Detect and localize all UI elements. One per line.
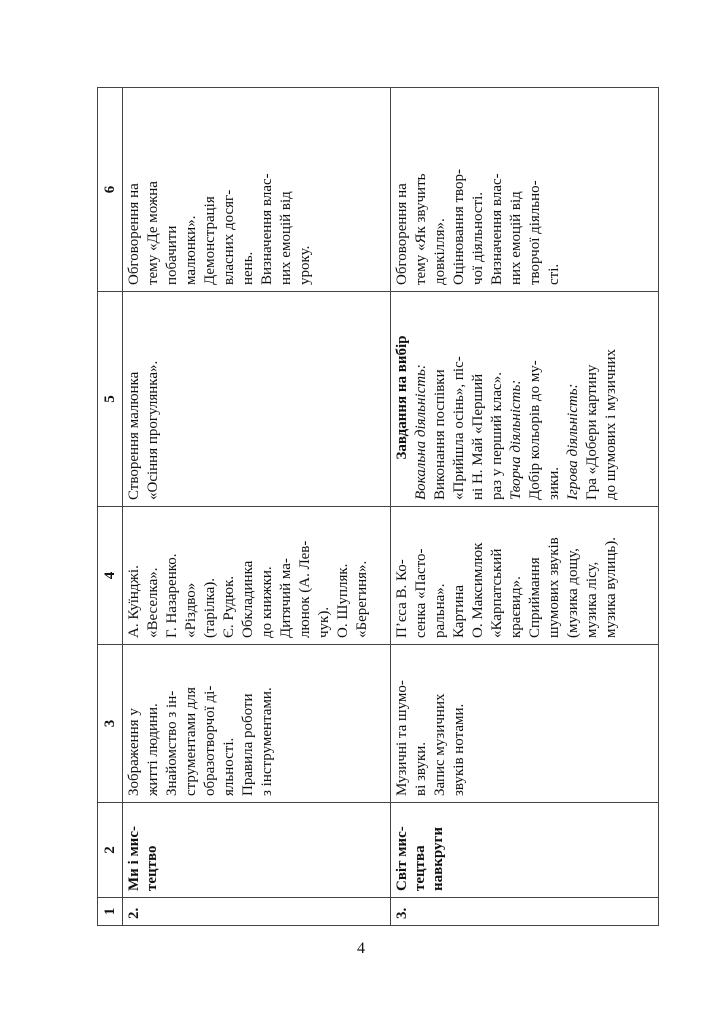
artworks-line: Обкладинка <box>240 560 256 638</box>
activities-line: Створення малюнка <box>126 371 142 500</box>
artworks-line: «Берегиня». <box>354 560 370 638</box>
row-number: 2. <box>123 898 391 926</box>
artworks-line: О. Максимлюк <box>470 542 486 638</box>
artworks-line: Г. Назаренко. <box>164 553 180 638</box>
artworks-line: музика лісу, <box>584 561 600 638</box>
header-col-2: 2 <box>98 803 123 898</box>
content-line: ві звуки. <box>413 741 429 796</box>
artworks-line: (музика дощу, <box>565 548 581 638</box>
header-col-1: 1 <box>98 898 123 926</box>
reflection-line: власних досяг- <box>221 189 237 285</box>
activities-cell <box>123 292 391 507</box>
activities-line: раз у перший клас». <box>489 372 505 500</box>
artworks-line: Картина <box>451 584 467 638</box>
artworks-line: А. Куїнджі. <box>126 565 142 638</box>
artworks-line: «Різдво» <box>183 582 199 638</box>
reflection-line: Оцінювання твор- <box>451 168 467 285</box>
activity-type-label: Творча діяльність: <box>508 379 524 500</box>
reflection-line: Демонстрація <box>202 196 218 285</box>
topic-line: тецтва <box>412 845 428 891</box>
artworks-cell <box>123 507 391 645</box>
reflection-line: тему «Де можна <box>145 181 161 285</box>
artworks-line: шумових звуків <box>546 537 562 638</box>
reflection-cell <box>391 88 659 292</box>
activities-line: до шумових і музичних <box>603 348 619 500</box>
reflection-line: Визначення влас- <box>489 173 505 285</box>
reflection-cell <box>123 88 391 292</box>
activities-line: «Осіння прогулянка». <box>145 360 161 500</box>
artworks-line: Сприймання <box>527 557 543 638</box>
content-cell <box>123 645 391 803</box>
activities-line: Добір кольорів до му- <box>527 360 543 500</box>
artworks-line: П’єса В. Ко- <box>394 559 410 638</box>
content-cell <box>391 645 659 803</box>
content-line: житті людини. <box>145 703 161 796</box>
artworks-line: О. Шупляк. <box>335 563 351 638</box>
reflection-line: Визначення влас- <box>259 173 275 285</box>
artworks-line: Дитячий ма- <box>278 558 294 638</box>
artworks-line: краєвид». <box>508 576 524 638</box>
reflection-line: побачити <box>164 225 180 285</box>
topic-line: Світ мис- <box>394 826 410 891</box>
artworks-line: «Карпатський <box>489 548 505 638</box>
activities-cell <box>391 292 659 507</box>
reflection-line: них емоцій від <box>508 191 524 285</box>
reflection-line: сті. <box>546 263 562 285</box>
table-header-row <box>98 88 123 926</box>
topic-cell <box>391 803 659 898</box>
activities-line: зики. <box>546 466 562 500</box>
reflection-line: малюнки». <box>183 215 199 285</box>
reflection-line: довкілля». <box>432 218 448 285</box>
artworks-line: чук). <box>316 606 332 638</box>
reflection-line: Обговорення на <box>394 183 410 285</box>
artworks-line: музика вулиць). <box>603 537 619 638</box>
row-number: 3. <box>391 898 659 926</box>
rotated-table-wrapper <box>97 88 659 926</box>
content-line: Знайомство з ін- <box>164 690 180 796</box>
content-line: яльності. <box>221 737 237 796</box>
artworks-line: Є. Рудюк. <box>221 575 237 638</box>
activities-line: Гра «Добери картину <box>584 364 600 500</box>
content-line: струментами для <box>183 687 199 796</box>
page-number: 4 <box>357 940 365 957</box>
reflection-line: тему «Як звучить <box>413 173 429 285</box>
activities-line: Виконання поспівки <box>432 369 448 500</box>
activities-line: ні Н. Май «Перший <box>470 373 486 500</box>
content-line: образотворчої ді- <box>202 685 218 796</box>
artworks-line: ральна». <box>432 583 448 638</box>
reflection-line: нень. <box>240 251 256 285</box>
content-line: звуків нотами. <box>451 703 467 796</box>
reflection-line: них емоцій від <box>278 191 294 285</box>
table-row <box>123 88 391 926</box>
header-col-6: 6 <box>98 88 123 292</box>
artworks-cell <box>391 507 659 645</box>
content-line: Музичні та шумо- <box>394 680 410 796</box>
artworks-line: до книжки. <box>259 566 275 638</box>
topic-line: Ми і мис- <box>126 826 142 891</box>
activities-heading: Завдання на вибір <box>394 335 410 460</box>
content-line: Зображення у <box>126 708 142 796</box>
reflection-line: Обговорення на <box>126 183 142 285</box>
header-col-4: 4 <box>98 507 123 645</box>
content-line: Правила роботи <box>240 693 256 796</box>
activities-line: «Прийшла осінь», піс- <box>451 356 467 500</box>
rotated-table-container <box>97 88 659 926</box>
activity-type-label: Вокальна діяльність: <box>413 364 429 500</box>
artworks-line: «Веселка». <box>145 567 161 638</box>
artworks-line: (тарілка). <box>202 577 218 638</box>
table-row <box>391 88 659 926</box>
header-col-5: 5 <box>98 292 123 507</box>
topic-line: навкруги <box>430 827 446 891</box>
lesson-plan-table <box>97 87 659 926</box>
artworks-line: люнок (А. Лев- <box>297 540 313 638</box>
reflection-line: уроку. <box>297 245 313 285</box>
topic-line: тецтво <box>144 845 160 891</box>
activity-type-label: Ігрова діяльність: <box>565 383 581 500</box>
reflection-line: творчої діяльно- <box>527 180 543 285</box>
reflection-line: чої діяльності. <box>470 191 486 285</box>
content-line: з інструментами. <box>259 687 275 796</box>
topic-cell <box>123 803 391 898</box>
content-line: Запис музичних <box>432 693 448 796</box>
artworks-line: сенка «Пасто- <box>413 548 429 638</box>
header-col-3: 3 <box>98 645 123 803</box>
